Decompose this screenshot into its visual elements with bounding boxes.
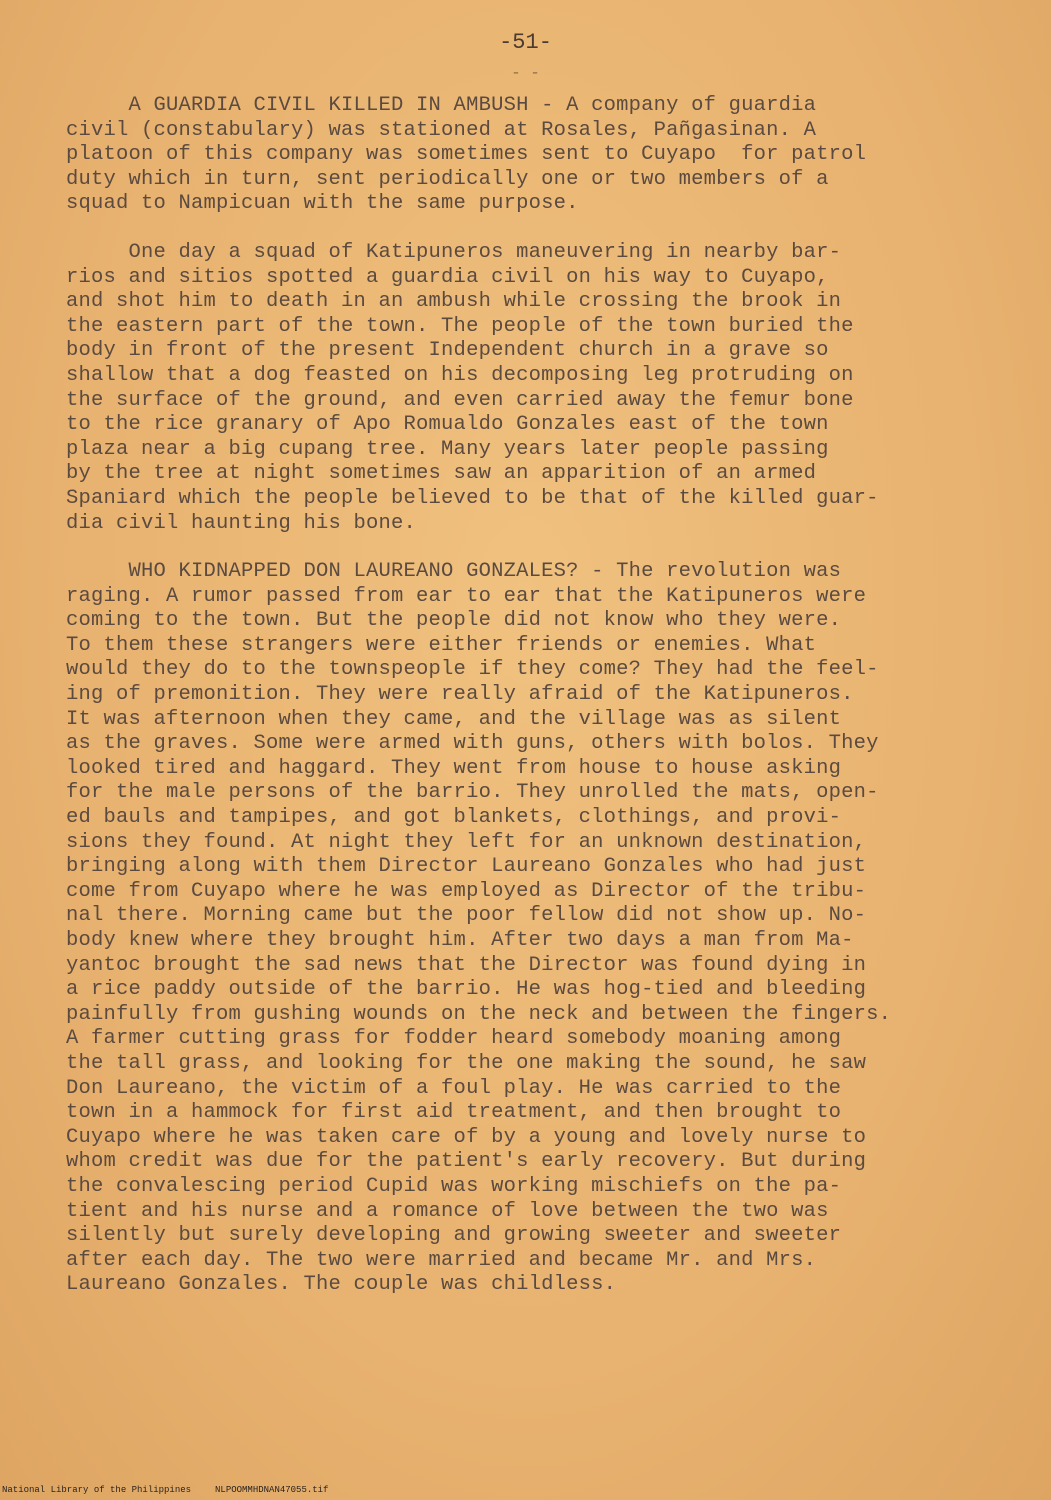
text-line: nal there. Morning came but the poor fellow did not show up. No- [66,904,867,928]
text-line: ing of premonition. They were really afraid of the Katipuneros. [66,683,854,707]
text-line: One day a squad of Katipuneros maneuvering in nearby bar- [66,240,842,264]
text-line: coming to the town. But the people did not know who they were. [66,609,842,633]
text-line: would they do to the townspeople if they come? They had the feel- [66,658,879,682]
text-line: and shot him to death in an ambush while crossing the brook in [66,290,842,314]
text-line: A farmer cutting grass for fodder heard somebody moaning among [66,1027,842,1051]
text-line: ed bauls and tampipes, and got blankets, clothings, and provi- [66,806,842,830]
text-line: yantoc brought the sad news that the Director was found dying in [66,953,867,977]
text-line: body knew where they brought him. After two days a man from Ma- [66,929,854,952]
text-line: It was afternoon when they came, and the village was as silent [66,707,842,731]
text-line: the surface of the ground, and even carried away the femur bone [66,388,854,412]
text-line: painfully from gushing wounds on the neck and between the fingers. [66,1002,892,1026]
text-line: dia civil haunting his bone. [66,511,417,535]
top-mark: - - [511,64,540,82]
text-line: Laureano Gonzales. The couple was childless. [66,1273,617,1297]
text-line: Don Laureano, the victim of a foul play. He was carried to the [66,1076,842,1100]
text-line: the tall grass, and looking for the one making the sound, he saw [66,1051,867,1075]
page-number: -51- [499,30,552,55]
text-line: platoon of this company was sometimes sent to Cuyapo for patrol [66,143,867,167]
footer [2,1485,352,1495]
text-line: come from Cuyapo where he was employed as Director of the tribu- [66,879,867,903]
body-text [66,94,1006,1322]
text-line: plaza near a big cupang tree. Many years later people passing [66,437,829,461]
text-line: sions they found. At night they left for an unknown destination, [66,830,867,854]
text-line: after each day. The two were married and became Mr. and Mrs. [66,1248,817,1272]
text-line: the convalescing period Cupid was working mischiefs on the pa- [66,1174,842,1198]
text-line: by the tree at night sometimes saw an apparition of an armed [66,462,817,486]
text-line: Cuyapo where he was taken care of by a young and lovely nurse to [66,1125,867,1149]
paragraph [66,241,1006,536]
paragraph [66,94,1006,217]
text-line: bringing along with them Director Laureano Gonzales who had just [66,855,867,879]
text-line: Spaniard which the people believed to be that of the killed guar- [66,486,879,510]
paragraph [66,560,1006,1298]
text-line: shallow that a dog feasted on his decomposing leg protruding on [66,363,854,387]
text-line: as the graves. Some were armed with guns, others with bolos. They [66,732,879,756]
text-line: civil (constabulary) was stationed at Rosales, Pañgasinan. A [66,118,817,142]
text-line: To them these strangers were either friends or enemies. What [66,633,817,657]
text-line: for the male persons of the barrio. They unrolled the mats, open- [66,781,879,805]
text-line: whom credit was due for the patient's early recovery. But during [66,1150,867,1174]
text-line: body in front of the present Independent church in a grave so [66,339,829,363]
text-line: raging. A rumor passed from ear to ear that the Katipuneros were [66,584,867,608]
text-line: town in a hammock for first aid treatment, and then brought to [66,1101,842,1125]
text-line: the eastern part of the town. The people of the town buried the [66,314,854,338]
text-line: rios and sitios spotted a guardia civil on his way to Cuyapo, [66,265,829,289]
footer-file: NLPOOMMHDNAN47055.tif [215,1485,329,1495]
text-line: duty which in turn, sent periodically one or two members of a [66,167,829,191]
text-line: looked tired and haggard. They went from house to house asking [66,756,842,780]
text-line: A GUARDIA CIVIL KILLED IN AMBUSH - A company of guardia [66,94,817,117]
footer-library: National Library of the Philippines [2,1485,192,1495]
text-line: squad to Nampicuan with the same purpose. [66,192,579,216]
text-line: tient and his nurse and a romance of love between the two was [66,1199,829,1223]
text-line: to the rice granary of Apo Romualdo Gonzales east of the town [66,413,829,437]
text-line: a rice paddy outside of the barrio. He was hog-tied and bleeding [66,978,867,1002]
text-line: WHO KIDNAPPED DON LAUREANO GONZALES? - The revolution was [66,560,842,584]
text-line: silently but surely developing and growing sweeter and sweeter [66,1224,842,1248]
